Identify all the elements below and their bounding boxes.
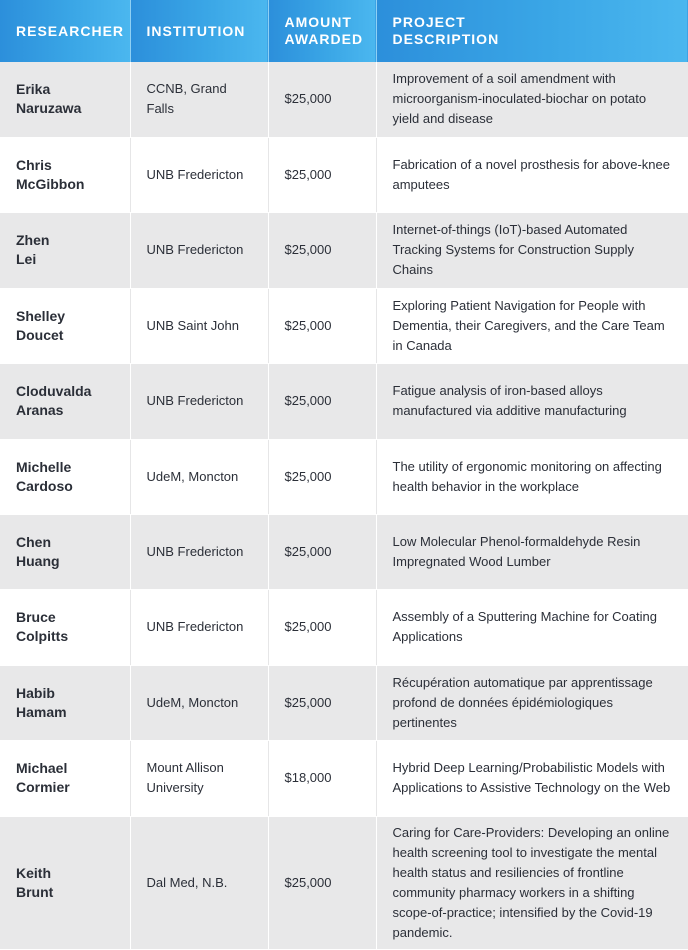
header-amount-line1: AMOUNT [284, 14, 352, 30]
table-body [0, 62, 688, 949]
researcher-cell [0, 665, 130, 740]
description-cell: The utility of ergonomic monitoring on affecting health behavior in the workplace [376, 439, 688, 514]
researcher-first-name: Chen [16, 533, 51, 550]
researcher-cell [0, 740, 130, 816]
researcher-first-name: Michael [16, 760, 68, 776]
researcher-last-name: Hamam [16, 703, 67, 720]
researcher-last-name: Colpitts [16, 628, 69, 644]
description-cell: Fatigue analysis of iron-based alloys manufactured via additive manufacturing [376, 363, 688, 439]
amount-cell: $25,000 [268, 816, 376, 949]
amount-cell: $25,000 [268, 589, 376, 665]
amount-cell: $25,000 [268, 439, 376, 514]
header-description-line2: DESCRIPTION [392, 31, 500, 47]
table-row [0, 212, 688, 288]
institution-cell: UNB Fredericton [130, 514, 268, 589]
researcher-cell [0, 137, 130, 212]
header-amount [268, 0, 376, 62]
institution-cell: Mount Allison University [130, 740, 268, 816]
table-row [0, 137, 688, 212]
amount-cell: $25,000 [268, 665, 376, 740]
amount-cell: $25,000 [268, 62, 376, 137]
institution-cell: UNB Fredericton [130, 363, 268, 439]
description-cell: Improvement of a soil amendment with microorganism-inoculated-biochar on potato yield and disease [376, 62, 688, 137]
header-description-line1: PROJECT [392, 14, 466, 30]
institution-cell: CCNB, Grand Falls [130, 62, 268, 137]
table-row [0, 439, 688, 514]
researcher-last-name: Lei [16, 251, 37, 267]
researcher-last-name: Aranas [16, 402, 64, 418]
table-row [0, 816, 688, 949]
table-row [0, 740, 688, 816]
researcher-cell [0, 62, 130, 137]
amount-cell: $25,000 [268, 288, 376, 363]
header-amount-line2: AWARDED [284, 31, 364, 47]
table-row [0, 514, 688, 589]
description-cell: Assembly of a Sputtering Machine for Coating Applications [376, 589, 688, 665]
researcher-last-name: McGibbon [16, 175, 85, 192]
institution-cell: UdeM, Moncton [130, 665, 268, 740]
institution-cell: UNB Fredericton [130, 589, 268, 665]
researcher-cell [0, 816, 130, 949]
researcher-last-name: Doucet [16, 326, 64, 343]
amount-cell: $18,000 [268, 740, 376, 816]
researcher-cell [0, 589, 130, 665]
header-description [376, 0, 688, 62]
header-institution [130, 0, 268, 62]
researcher-last-name: Cormier [16, 779, 70, 795]
researcher-first-name: Michelle [16, 458, 72, 475]
header-researcher [0, 0, 130, 62]
researcher-first-name: Chris [16, 156, 52, 173]
amount-cell: $25,000 [268, 137, 376, 212]
table-header [0, 0, 688, 62]
description-cell: Caring for Care-Providers: Developing an online health screening tool to investigate the mental health status and resiliencies of frontline community pharmacy workers in a shifting scope-of-practice; intensified by the Covid-19 pandemic. [376, 816, 688, 949]
description-cell: Fabrication of a novel prosthesis for above-knee amputees [376, 137, 688, 212]
table-row [0, 665, 688, 740]
researcher-cell [0, 363, 130, 439]
researcher-cell [0, 514, 130, 589]
researcher-last-name: Naruzawa [16, 100, 82, 117]
institution-cell: UNB Saint John [130, 288, 268, 363]
table-row [0, 62, 688, 137]
amount-cell: $25,000 [268, 363, 376, 439]
header-row [0, 0, 688, 62]
amount-cell: $25,000 [268, 212, 376, 288]
researcher-first-name: Erika [16, 81, 51, 98]
description-cell: Hybrid Deep Learning/Probabilistic Models with Applications to Assistive Technology on the Web [376, 740, 688, 816]
institution-cell: Dal Med, N.B. [130, 816, 268, 949]
researcher-first-name: Cloduvalda [16, 383, 92, 399]
researcher-cell [0, 439, 130, 514]
researcher-cell [0, 288, 130, 363]
description-cell: Exploring Patient Navigation for People with Dementia, their Caregivers, and the Care Team in Canada [376, 288, 688, 363]
researcher-last-name: Brunt [16, 883, 54, 900]
researcher-first-name: Zhen [16, 232, 50, 248]
researcher-first-name: Bruce [16, 609, 56, 625]
table-row [0, 363, 688, 439]
researcher-cell [0, 212, 130, 288]
header-researcher-label: RESEARCHER [16, 22, 125, 39]
researcher-last-name: Cardoso [16, 477, 73, 494]
header-institution-label: INSTITUTION [146, 22, 246, 39]
institution-cell: UNB Fredericton [130, 137, 268, 212]
researcher-last-name: Huang [16, 552, 60, 569]
institution-cell: UdeM, Moncton [130, 439, 268, 514]
description-cell: Low Molecular Phenol-formaldehyde Resin Impregnated Wood Lumber [376, 514, 688, 589]
table-row [0, 288, 688, 363]
table-row [0, 589, 688, 665]
institution-cell: UNB Fredericton [130, 212, 268, 288]
description-cell: Récupération automatique par apprentissage profond de données épidémiologiques pertinentes [376, 665, 688, 740]
description-cell: Internet-of-things (IoT)-based Automated Tracking Systems for Construction Supply Chains [376, 212, 688, 288]
researcher-first-name: Shelley [16, 307, 66, 324]
amount-cell: $25,000 [268, 514, 376, 589]
researcher-first-name: Habib [16, 684, 55, 701]
researcher-first-name: Keith [16, 864, 51, 881]
